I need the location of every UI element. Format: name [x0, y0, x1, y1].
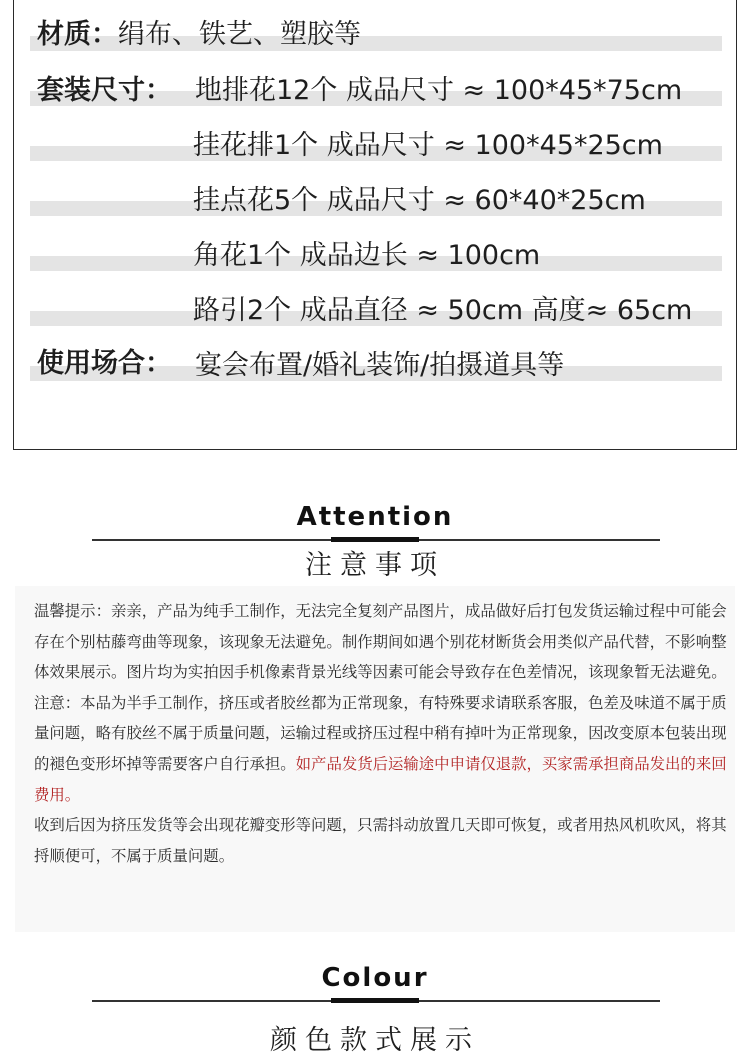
- notice-panel: [15, 586, 735, 932]
- attention-subtitle: 注意事项: [305, 550, 445, 581]
- set-item: 路引2个 成品直径 ≈ 50cm 高度≈ 65cm: [193, 295, 693, 326]
- material-row: [37, 18, 361, 52]
- material-value: 绢布、铁艺、塑胶等: [118, 19, 361, 50]
- attention-rule-accent: [331, 537, 419, 542]
- colour-subtitle: 颜色款式展示: [270, 1025, 480, 1056]
- notice-paragraph-recovery: 收到后因为挤压发货等会出现花瓣变形等问题，只需抖动放置几天即可恢复，或者用热风机吹风，将其捋顺便可，不属于质量问题。: [34, 816, 727, 865]
- set-item: 地排花12个 成品尺寸 ≈ 100*45*75cm: [195, 75, 683, 106]
- usage-value: 宴会布置/婚礼装饰/拍摄道具等: [195, 350, 565, 381]
- notice-attention-text: 注意：本品为半手工制作，挤压或者胶丝都为正常现象，有特殊要求请联系客服，色差及味道不属于质量问题，略有胶丝不属于质量问题，运输过程或挤压过程中稍有掉叶为正常现象，因改变原本包装出现的褪色变形坏掉等需要客户自行承担。: [34, 693, 727, 773]
- colour-rule-accent: [331, 998, 419, 1003]
- notice-paragraph-attention: [34, 688, 730, 810]
- notice-refund-warning: 如产品发货后运输途中申请仅退款，买家需承担商品发出的来回费用。: [34, 754, 727, 804]
- notice-text: [34, 596, 730, 871]
- usage-label: 使用场合：: [37, 348, 172, 379]
- colour-title: Colour: [321, 963, 429, 993]
- set-size-label: 套装尺寸：: [37, 75, 172, 106]
- material-label: 材质：: [37, 19, 118, 50]
- set-item: 挂点花5个 成品尺寸 ≈ 60*40*25cm: [193, 185, 646, 216]
- attention-title: Attention: [296, 502, 454, 532]
- notice-paragraph-tip: 温馨提示：亲亲，产品为纯手工制作，无法完全复刻产品图片，成品做好后打包发货运输过程中可能会存在个别枯藤弯曲等现象，该现象无法避免。制作期间如遇个别花材断货会用类似产品代替，不影响整体效果展示。图片均为实拍因手机像素背景光线等因素可能会导致存在色差情况，该现象暂无法避免。: [34, 602, 727, 682]
- set-item: 角花1个 成品边长 ≈ 100cm: [193, 240, 541, 271]
- set-item: 挂花排1个 成品尺寸 ≈ 100*45*25cm: [193, 130, 663, 161]
